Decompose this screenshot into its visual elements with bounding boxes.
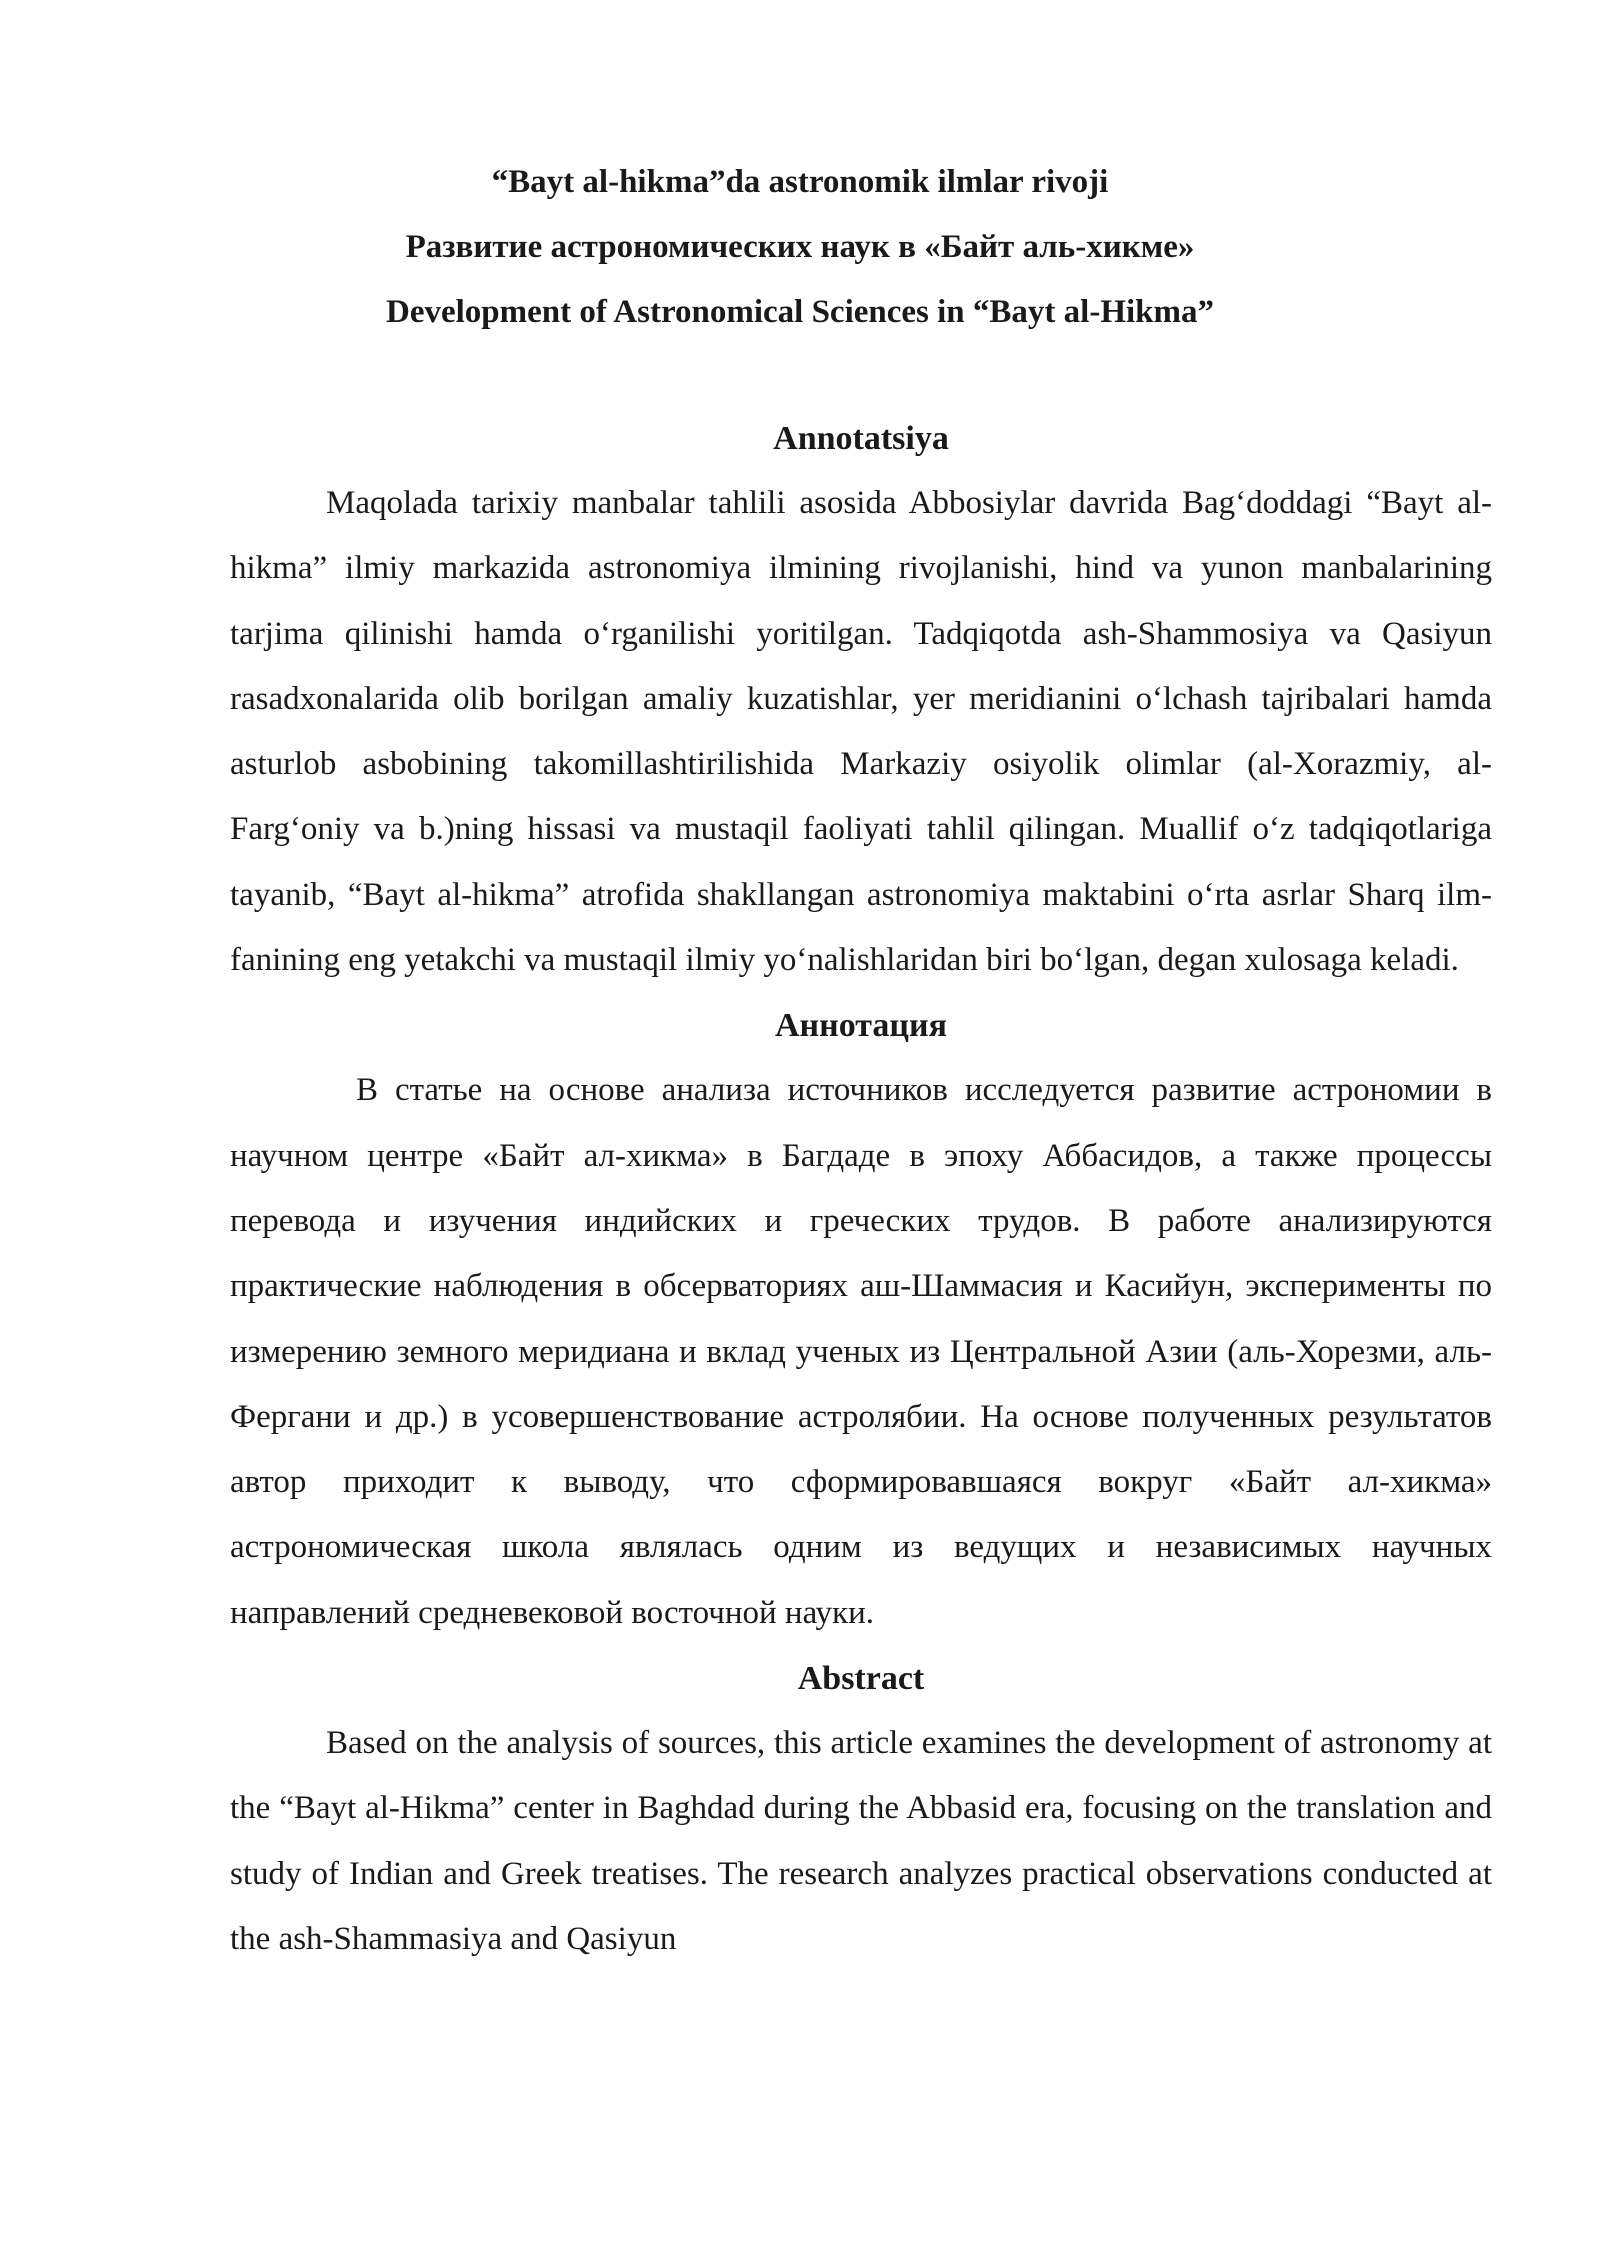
abstract-english-text: Based on the analysis of sources, this article examines the development of astronomy at the “Bayt al-Hikma” center in Baghdad during the Abbasid era, focusing on the translation and study of Indian and Greek treatises. The research analyzes practical observations conducted at the ash-Shammasiya and Qasiyun: [230, 1725, 1492, 1957]
annotation-uzbek-text: Maqolada tarixiy manbalar tahlili asosida Abbosiylar davrida Bag‘doddagi “Bayt al-hikma” ilmiy markazida astronomiya ilmining rivojlanishi, hind va yunon manbalarining tarjima qilinishi hamda o‘rganilishi yoritilgan. Tadqiqotda ash-Shammosiya va Qasiyun rasadxonalarida olib borilgan amaliy kuzatishlar, yer meridianini o‘lchash tajribalari hamda asturlob asbobining takomillashtirilishida Markaziy osiyolik olimlar (al-Xorazmiy, al-Farg‘oniy va b.)ning hissasi va mustaqil faoliyati tahlil qilingan. Muallif o‘z tadqiqotlariga tayanib, “Bayt al-hikma” atrofida shakllangan astronomiya maktabini o‘rta asrlar Sharq ilm-fanining eng yetakchi va mustaqil ilmiy yo‘nalishlaridan biri bo‘lgan, degan xulosaga keladi.: [230, 485, 1492, 979]
abstract-english-heading: Abstract: [797, 1660, 925, 1698]
title-uzbek: “Bayt al-hikma”da astronomik ilmlar rivoji: [491, 164, 1109, 200]
annotation-uzbek-heading: Annotatsiya: [773, 420, 949, 457]
annotation-russian-text: В статье на основе анализа источников исследуется развитие астрономии в научном центре «Байт ал-хикма» в Багдаде в эпоху Аббасидов, а также процессы перевода и изучения индийских и греческих трудов. В работе анализируются практические наблюдения в обсерваториях аш-Шаммасия и Касийун, эксперименты по измерению земного меридиана и вклад ученых из Центральной Азии (аль-Хорезми, аль-Фергани и др.) в усовершенствование астролябии. На основе полученных результатов автор приходит к выводу, что сформировавшаяся вокруг «Байт ал-хикма» астрономическая школа являлась одним из ведущих и независимых научных направлений средневековой восточной науки.: [230, 1072, 1492, 1631]
title-block: [0, 150, 1600, 345]
annotation-russian-heading: Аннотация: [775, 1007, 947, 1045]
abstracts-section: [230, 406, 1492, 1972]
title-english: Development of Astronomical Sciences in “Bayt al-Hikma”: [386, 294, 1214, 330]
title-russian: Развитие астрономических наук в «Байт аль-хикме»: [405, 229, 1195, 265]
